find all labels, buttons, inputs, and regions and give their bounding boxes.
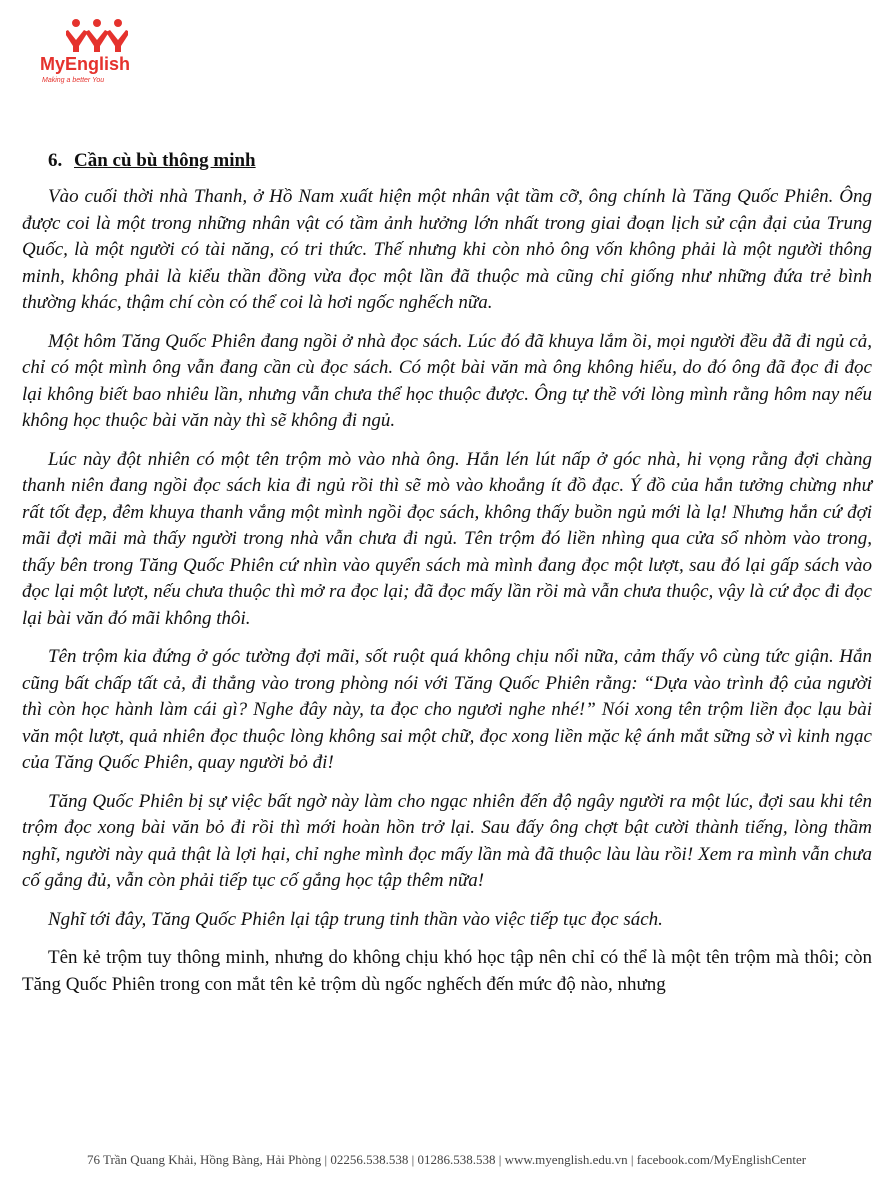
- section-number: 6.: [48, 150, 63, 171]
- section-heading: [48, 150, 872, 172]
- paragraph: Tên trộm kia đứng ở góc tường đợi mãi, sốt ruột quá không chịu nổi nữa, cảm thấy vô cùng tức giận. Hắn cũng bất chấp tất cả, đi thẳng vào trong phòng nói với Tăng Quốc Phiên rằng: “Dựa vào trình độ của người thì còn học hành làm cái gì? Nghe đây này, ta đọc cho ngươi nghe nhé!” Nói xong tên trộm liền đọc lạu bài văn một lượt, quả nhiên đọc thuộc lòng không sai một chữ, đọc xong liền mặc kệ ánh mắt sững sờ vì kinh ngạc của Tăng Quốc Phiên, quay người bỏ đi!: [22, 646, 872, 773]
- people-logo-icon: [66, 18, 128, 52]
- brand-tagline: Making a better You: [42, 77, 105, 84]
- paragraph: Tăng Quốc Phiên bị sự việc bất ngờ này làm cho ngạc nhiên đến độ ngây người ra một lúc, đợi sau khi tên trộm đọc xong bài văn bỏ đi rồi thì mới hoàn hồn trở lại. Sau đấy ông chợt bật cười thành tiếng, lòng thầm nghĩ, người này quả thật là lợi hại, chỉ nghe mình đọc mấy lần mà đã thuộc làu làu rồi! Xem ra mình vẫn chưa cố gắng đủ, vẫn còn phải tiếp tục cố gắng học tập thêm nữa!: [22, 790, 872, 891]
- document-body: [22, 150, 872, 1010]
- section-title: Cần cù bù thông minh: [74, 150, 256, 171]
- page-footer: 76 Trần Quang Khải, Hồng Bàng, Hải Phòng | 02256.538.538 | 01286.538.538 | www.myenglish.edu.vn | facebook.com/MyEnglishCenter: [86, 1152, 807, 1167]
- paragraph: Vào cuối thời nhà Thanh, ở Hồ Nam xuất hiện một nhân vật tầm cỡ, ông chính là Tăng Quốc Phiên. Ông được coi là một trong những nhân vật có tầm ảnh hưởng lớn nhất trong giai đoạn lịch sử cận đại của Trung Quốc, là một người có tài năng, có tri thức. Thế nhưng khi còn nhỏ ông vốn không phải là một người thông minh, không phải là kiểu thần đồng vừa đọc một lần đã thuộc mà cũng chỉ giống như những đứa trẻ bình thường khác, thậm chí còn có thể coi là hơi ngốc nghếch nữa.: [22, 186, 872, 313]
- brand-logo: [40, 18, 160, 88]
- brand-name: MyEnglish: [40, 54, 131, 74]
- paragraph: Lúc này đột nhiên có một tên trộm mò vào nhà ông. Hắn lén lút nấp ở góc nhà, hi vọng rằng đợi chàng thanh niên đang ngồi đọc sách kia đi ngủ rồi thì sẽ mò vào khoắng ít đồ đạc. Ý đồ của hắn tưởng chừng như rất tốt đẹp, đêm khuya thanh vắng một mình ngồi đọc sách, không thấy buồn ngủ mới là lạ! Nhưng hắn cứ đợi mãi đợi mãi mà thấy người trong nhà vẫn chưa đi ngủ. Tên trộm đó liền nhìng qua cửa sổ nhòm vào trong, thấy bên trong Tăng Quốc Phiên cứ nhìn vào quyển sách mà mình đang đọc một lượt, sau đó lại gấp sách vào đọc lại một lượt, nếu chưa thuộc thì mở ra đọc lại; đã đọc mấy lần rồi mà vẫn chưa thuộc, vậy là cứ đọc đi đọc lại bài văn đó mãi không thôi.: [22, 448, 872, 629]
- paragraph: Tên kẻ trộm tuy thông minh, nhưng do không chịu khó học tập nên chỉ có thể là một tên trộm mà thôi; còn Tăng Quốc Phiên trong con mắt tên kẻ trộm dù ngốc nghếch đến mức độ nào, nhưng: [22, 947, 872, 995]
- paragraph: Một hôm Tăng Quốc Phiên đang ngồi ở nhà đọc sách. Lúc đó đã khuya lắm ồi, mọi người đều đã đi ngủ cả, chỉ có một mình ông vẫn đang cần cù đọc sách. Có một bài văn mà ông không hiểu, do đó ông đã đọc đi đọc lại không biết bao nhiêu lần, nhưng vẫn chưa thể học thuộc được. Ông tự thề với lòng mình rằng hôm nay nếu không học thuộc bài văn này thì sẽ không đi ngủ.: [22, 330, 872, 431]
- paragraph: Nghĩ tới đây, Tăng Quốc Phiên lại tập trung tinh thần vào việc tiếp tục đọc sách.: [48, 908, 663, 930]
